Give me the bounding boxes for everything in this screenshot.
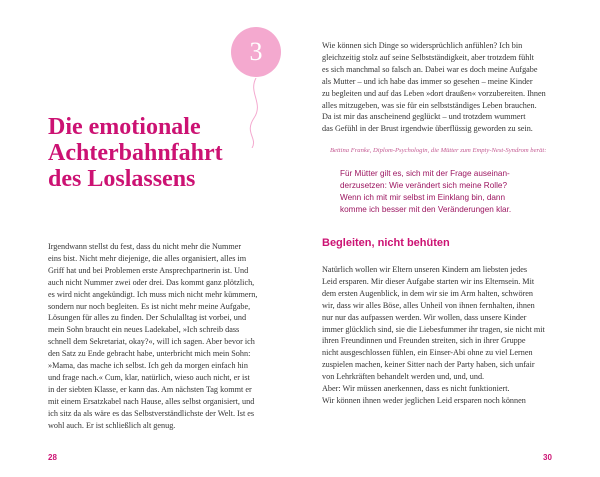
text-line: zu begleiten und auf das Leben »dort draußen« vorzubereiten. Ihnen <box>322 88 546 98</box>
text-line: ich sitz da als wäre es das Selbstverständlichste der Welt. Ist es <box>48 408 255 418</box>
text-line: nur nur das aufpassen werden. Wir wollen, dass unsere Kinder <box>322 312 527 322</box>
chapter-title-line: des Loslassens <box>48 166 196 192</box>
section-heading: Begleiten, nicht behüten <box>322 237 450 249</box>
text-line: zuspielen machen, keiner Sitter nach der Party haben, sich unfair <box>322 360 535 370</box>
text-line: auch nicht Nummer zwei oder drei. Das kommt ganz plötzlich, <box>48 277 255 287</box>
chapter-number: 3 <box>249 37 263 66</box>
text-line: Lösungen für alles zu finden. Der Schulalltag ist vorbei, und <box>48 313 247 323</box>
text-line: von Lehrkräften behandelt werden und, und, und. <box>322 372 485 382</box>
left-body-text <box>48 241 280 432</box>
text-line: den Satz zu Ende gebracht habe, unterbricht mich mein Sohn: <box>48 349 251 359</box>
text-line: in der siebten Klasse, er kann das. Am nächsten Tag kommt er <box>48 384 252 394</box>
text-line: Griff hat und bei Problemen erste Ansprechpartnerin ist. Und <box>48 265 249 275</box>
text-line: Irgendwann stellst du fest, dass du nicht mehr die Nummer <box>48 242 242 251</box>
chapter-title-line: Die emotionale <box>48 114 201 140</box>
text-line: es wird nicht angekündigt. Ich muss mich nicht mehr kümmern, <box>48 289 258 299</box>
text-line: Natürlich wollen wir Eltern unseren Kindern am liebsten jedes <box>322 265 528 274</box>
text-line: wir, dass wir alles Böse, alles Unheil von ihnen fernhalten, ihnen <box>322 300 535 310</box>
text-line: als Mutter – und ich habe das immer so gesehen – meine Kinder <box>322 76 533 86</box>
text-line: mein Sohn braucht ein neues Ladekabel, »Ich schreib dass <box>48 325 240 335</box>
pull-quote <box>340 168 550 216</box>
text-line: alles mitzugeben, was sie für ein selbstständiges Leben brauchen. <box>322 100 537 110</box>
quote-source: Bettina Franke, Diplom-Psychologin, die Mütter zum Empty-Nest-Syndrom berät: <box>330 147 547 154</box>
text-line: eins bist. Nicht mehr diejenige, die alles organisiert, alles im <box>48 253 247 263</box>
text-line: Da ist mir das anscheinend geglückt – und trotzdem wummert <box>322 112 526 122</box>
text-line: wohl auch. Er ist schließlich alt genug. <box>48 420 176 430</box>
text-line: gleichzeitig stolz auf seine Selbstständigkeit, aber trotzdem fühlt <box>322 52 534 62</box>
quote-line: komme ich besser mit den Veränderungen klar. <box>340 204 512 214</box>
chapter-title-line: Achterbahnfahrt <box>48 140 223 166</box>
text-line: ihren Freundinnen und Freunden streiten, sich in ihrer Gruppe <box>322 336 526 346</box>
text-line: Wir können ihnen weder jeglichen Leid ersparen noch können <box>322 395 526 405</box>
right-body-text <box>322 264 554 407</box>
text-line: nicht ausgeschlossen fühlen, ein Einser-Abi ohne zu viel Lernen <box>322 348 533 358</box>
text-line: es sich manchmal so falsch an. Dabei war es doch meine Aufgabe <box>322 64 538 74</box>
text-line: Wie können sich Dinge so widersprüchlich anfühlen? Ich bin <box>322 41 523 50</box>
text-line: »Mama, das mache ich selbst. Ich geh da morgen einfach hin <box>48 361 248 371</box>
quote-line: Wenn ich mit mir selbst im Einklang bin, dann <box>340 192 506 202</box>
text-line: immer glücklich sind, sie die Liebesfummer ihr tragen, sie nicht mit <box>322 324 545 334</box>
text-line: Leid ersparen. Mir dieser Aufgabe starten wir ins Elternsein. Mit <box>322 276 535 286</box>
quote-line: Für Mütter gilt es, sich mit der Frage auseinan- <box>340 169 510 178</box>
text-line: das Gefühl in der Brust irgendwie überflüssig geworden zu sein. <box>322 124 533 134</box>
chapter-title <box>48 114 278 192</box>
right-body-text-intro <box>322 40 554 135</box>
text-line: sondern nur noch begleiten. Es ist nicht mehr meine Aufgabe, <box>48 301 251 311</box>
text-line: Aber: Wir müssen anerkennen, dass es nicht funktioniert. <box>322 384 510 394</box>
page-number-left: 28 <box>48 453 57 462</box>
page-number-right: 30 <box>543 453 552 462</box>
text-line: und frage nach.« Cum, klar, natürlich, wieso auch nicht, er ist <box>48 372 250 382</box>
quote-line: derzusetzen: Wie verändert sich meine Rolle? <box>340 180 508 190</box>
text-line: mit einem Ersatzkabel nach Hause, alles selbst organisiert, und <box>48 396 255 406</box>
text-line: schnell dem Sekretariat, okay?«, will ich sagen. Aber bevor ich <box>48 337 255 347</box>
text-line: dem ersten Augenblick, in dem wir sie im Arm halten, schwören <box>322 288 534 298</box>
